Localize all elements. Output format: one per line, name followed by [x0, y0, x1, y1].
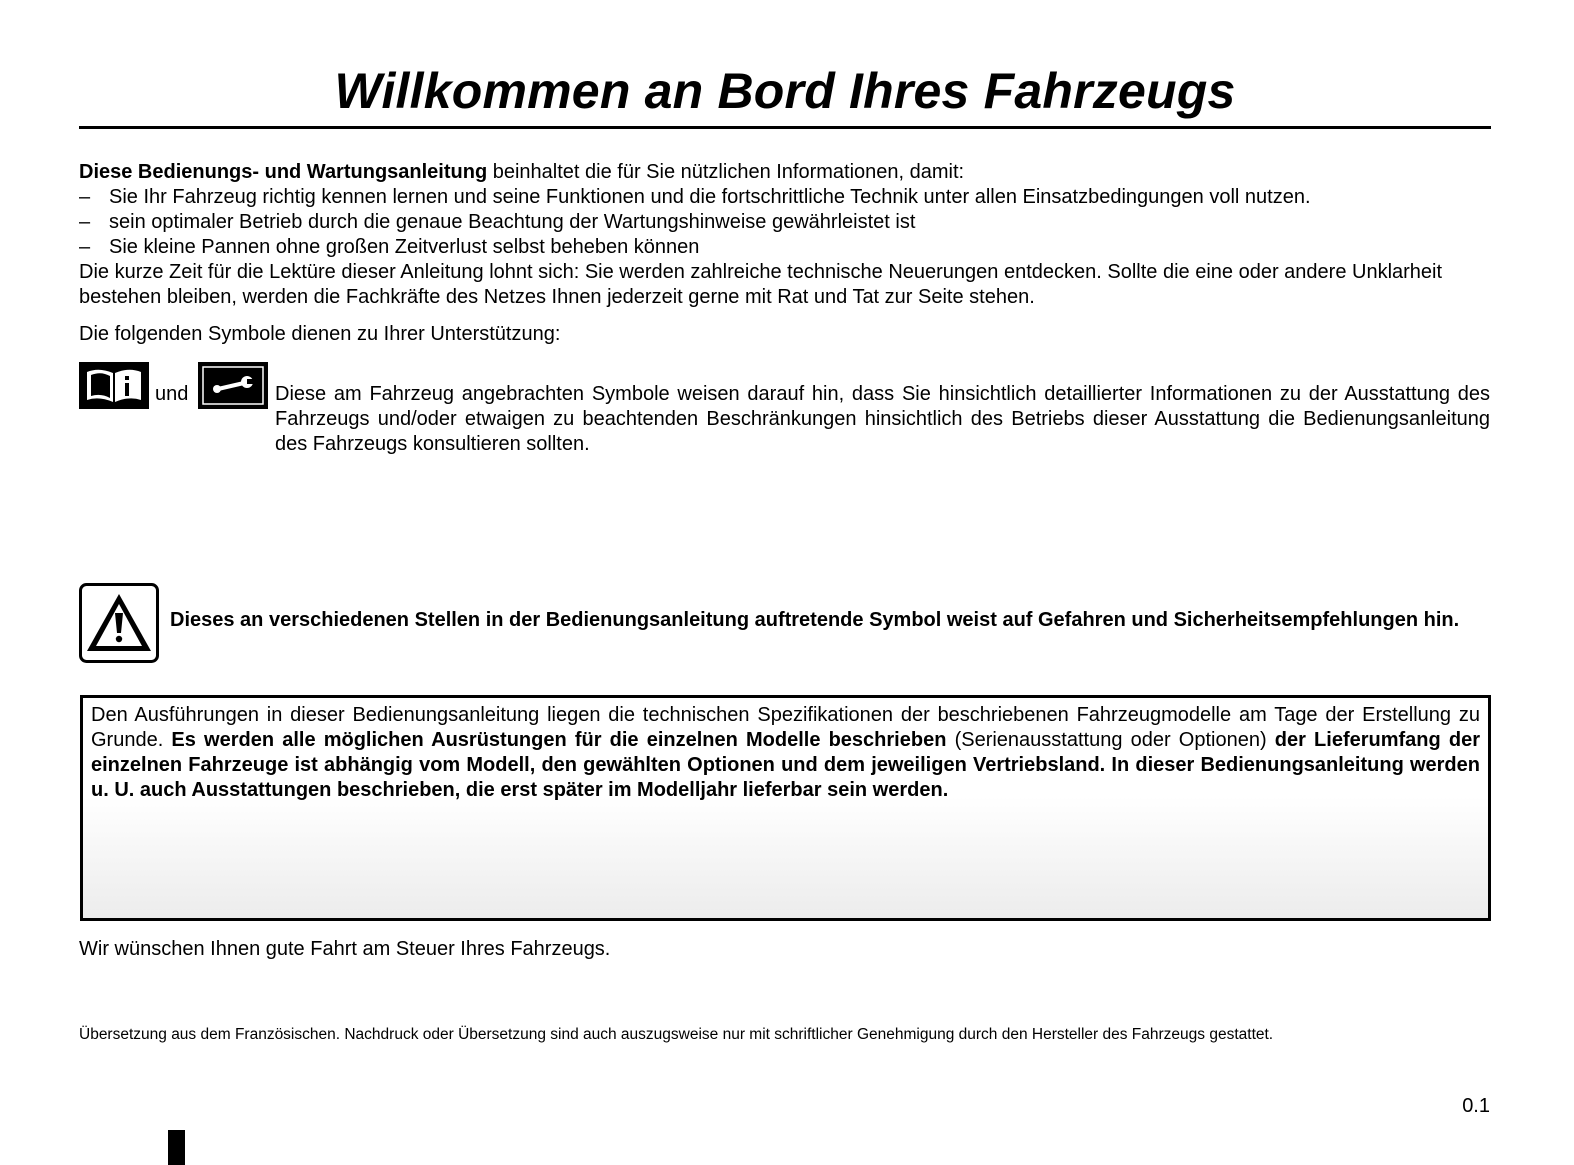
- specification-notice-text: [91, 703, 1480, 803]
- list-item: – Sie Ihr Fahrzeug richtig kennen lernen und seine Funktionen und die fortschrittliche Technik unter allen Einsatzbedingungen voll nutzen.: [79, 185, 1490, 210]
- intro-lead: [79, 160, 1490, 185]
- spec-text-part: (Serienausstattung oder Optionen): [946, 729, 1275, 751]
- spec-text-bold: Es werden alle möglichen Ausrüstungen für die einzelnen Modelle beschrieben: [171, 729, 947, 751]
- spec-text-part: Den Ausführungen in dieser Bedienungsanleitung liegen die technischen Spezifikationen der beschriebenen Fahrzeugmodelle am Tage der Erstellung zu Grunde.: [91, 704, 1480, 751]
- symbols-description: Diese am Fahrzeug angebrachten Symbole weisen darauf hin, dass Sie hinsichtlich detaillierter Informationen zu der Ausstattung des Fahrzeugs und/oder etwaigen zu beachtenden Beschränkungen hinsichtlich des Betriebs dieser Ausstattung die Bedienungsanleitung des Fahrzeugs konsultieren sollten.: [275, 383, 1490, 455]
- intro-lead-bold: Diese Bedienungs- und Wartungsanleitung: [79, 161, 488, 183]
- page-number: 0.1: [1462, 1095, 1490, 1117]
- warning-triangle-icon: [79, 583, 159, 663]
- wrench-icon: [198, 362, 268, 409]
- book-info-icon: [79, 362, 149, 409]
- intro-bullet-list: [79, 185, 1490, 260]
- intro-lead-rest: beinhaltet die für Sie nützlichen Informationen, damit:: [487, 161, 965, 183]
- symbols-connector: und: [155, 383, 189, 405]
- spec-text-bold: der Lieferumfang der einzelnen Fahrzeuge ist abhängig vom Modell, den gewählten Optionen und dem jeweiligen Vertriebsland. In dieser Bedienungsanleitung werden u. U. auch Ausstattungen beschrieben, die erst später im Modelljahr lieferbar sein werden.: [91, 729, 1481, 801]
- warning-text: Dieses an verschiedenen Stellen in der Bedienungsanleitung auftretende Symbol weist auf Gefahren und Sicherheitsempfehlungen hin.: [170, 609, 1460, 631]
- intro-closing: Die kurze Zeit für die Lektüre dieser Anleitung lohnt sich: Sie werden zahlreiche technische Neuerungen entdecken. Sollte die eine oder andere Unklarheit bestehen bleiben, werden die Fachkräfte des Netzes Ihnen jederzeit gerne mit Rat und Tat zur Seite stehen.: [79, 261, 1443, 308]
- list-item: – Sie kleine Pannen ohne großen Zeitverlust selbst beheben können: [79, 235, 1490, 260]
- list-item: – sein optimaler Betrieb durch die genaue Beachtung der Wartungshinweise gewährleistet ist: [79, 210, 1490, 235]
- page-edge-marker: [168, 1130, 185, 1165]
- specification-notice-box: [80, 695, 1491, 921]
- page-title: Willkommen an Bord Ihres Fahrzeugs: [334, 63, 1236, 119]
- title-divider: [79, 126, 1491, 129]
- intro-section: [79, 160, 1490, 310]
- closing-wish: Wir wünschen Ihnen gute Fahrt am Steuer Ihres Fahrzeugs.: [79, 938, 611, 960]
- translation-footnote: Übersetzung aus dem Französischen. Nachdruck oder Übersetzung sind auch auszugsweise nur mit schriftlicher Genehmigung durch den Hersteller des Fahrzeugs gestattet.: [79, 1026, 1274, 1043]
- symbols-intro: Die folgenden Symbole dienen zu Ihrer Unterstützung:: [79, 323, 561, 345]
